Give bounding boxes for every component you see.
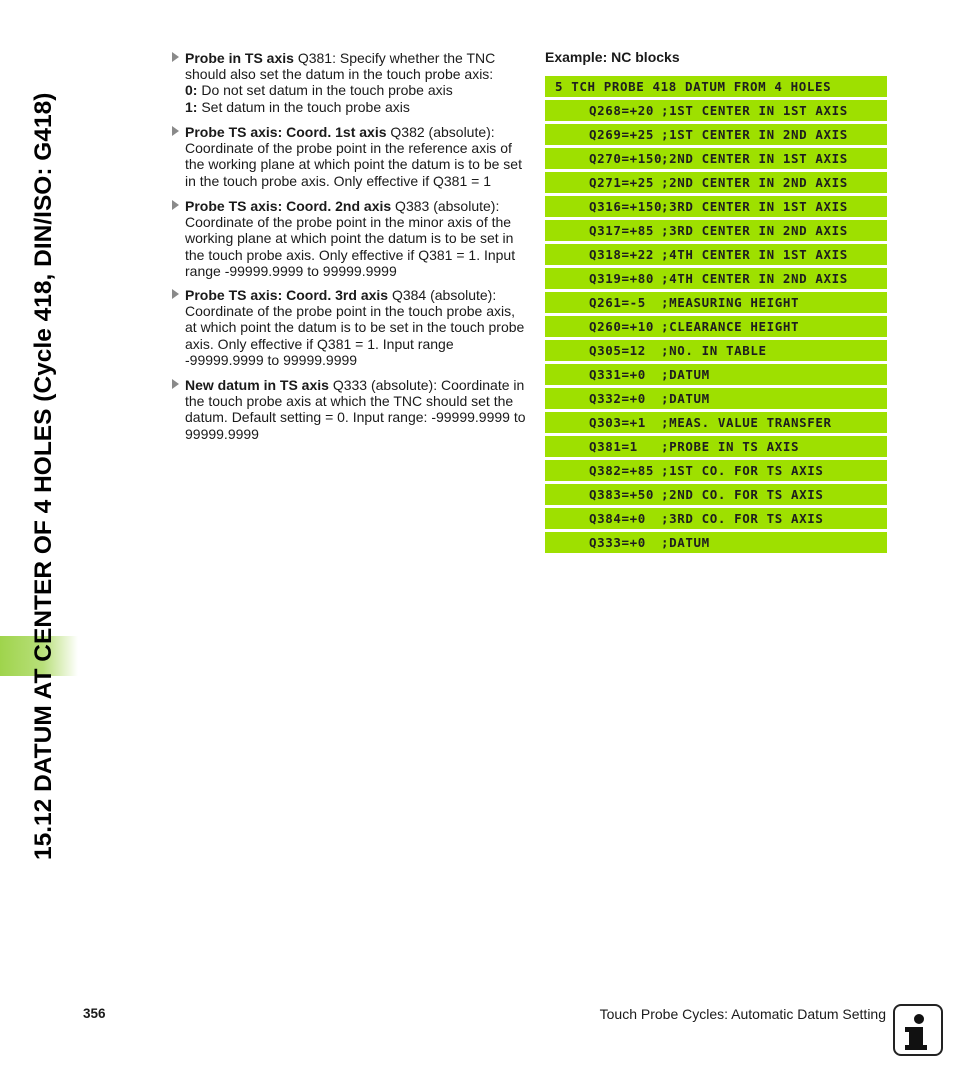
option-text: Set datum in the touch probe axis [197,98,410,115]
param-name: Probe TS axis: Coord. 1st axis [185,124,387,140]
nc-block-line [545,484,887,505]
param-option [185,82,528,98]
bullet-arrow-icon [172,52,179,62]
nc-block-line [545,244,887,265]
nc-comment: ;MEASURING HEIGHT [661,295,800,310]
nc-param-code: Q383=+50 [589,487,655,502]
nc-comment: ;DATUM [661,535,710,550]
nc-block-line [545,316,887,337]
nc-comment: ;DATUM [661,367,710,382]
param-option [185,99,528,115]
nc-comment: ;1ST CO. FOR TS AXIS [661,463,824,478]
param-q383 [172,198,528,279]
nc-block-line [545,388,887,409]
nc-block-line [545,124,887,145]
nc-param-code: Q261=-5 [589,295,646,310]
nc-block-line [545,196,887,217]
param-name: Probe TS axis: Coord. 3rd axis [185,287,389,303]
nc-comment: ;MEAS. VALUE TRANSFER [661,415,832,430]
page-number: 356 [83,1006,106,1021]
nc-comment: ;1ST CENTER IN 2ND AXIS [661,127,848,142]
nc-param-code: Q260=+10 [589,319,655,334]
option-text: Do not set datum in the touch probe axis [197,82,453,99]
nc-comment: ;3RD CO. FOR TS AXIS [661,511,824,526]
footer-text: Touch Probe Cycles: Automatic Datum Setting [599,1006,886,1022]
param-q384 [172,287,528,368]
nc-comment: ;3RD CENTER IN 1ST AXIS [661,199,848,214]
nc-block-line [545,412,887,433]
param-desc: Q383 (absolute): Coordinate of the probe point in the minor axis of the working plane at which point the datum is to be set in the touch probe axis. Only effective if Q381 = 1. Input range -99999.9999 to 99999.9999 [185,198,516,279]
nc-param-code: Q270=+150 [589,151,663,166]
nc-block-line [545,364,887,385]
info-icon [893,1004,943,1056]
nc-param-code: Q319=+80 [589,271,655,286]
nc-param-code: Q332=+0 [589,391,646,406]
nc-block-line [545,268,887,289]
param-q381 [172,50,528,115]
bullet-arrow-icon [172,289,179,299]
bullet-arrow-icon [172,126,179,136]
example-title: Example: NC blocks [545,49,680,65]
nc-param-code: Q305=12 [589,343,646,358]
nc-block-line [545,460,887,481]
nc-param-code: Q384=+0 [589,511,646,526]
nc-block-line [545,508,887,529]
nc-block-line [545,172,887,193]
nc-comment: ;1ST CENTER IN 1ST AXIS [661,103,848,118]
nc-comment: ;3RD CENTER IN 2ND AXIS [661,223,848,238]
nc-block-line [545,220,887,241]
nc-param-code: Q318=+22 [589,247,655,262]
param-desc: Q333 (absolute): Coordinate in the touch probe axis at which the TNC should set the datum. Default setting = 0. Input range: -99999.9999 to 99999.9999 [185,377,526,442]
nc-comment: ;CLEARANCE HEIGHT [661,319,800,334]
chapter-title: 15.12 DATUM AT CENTER OF 4 HOLES (Cycle 418, DIN/ISO: G418) [30,92,57,860]
nc-header-text: 5 TCH PROBE 418 DATUM FROM 4 HOLES [555,79,832,94]
nc-block-line [545,532,887,553]
nc-comment: ;4TH CENTER IN 1ST AXIS [661,247,848,262]
nc-block-line [545,292,887,313]
info-icon-stem [909,1027,923,1050]
param-q382 [172,124,528,189]
nc-comment: ;DATUM [661,391,710,406]
param-desc: Q381: Specify whether the TNC should also set the datum in the touch probe axis: [185,50,496,83]
nc-comment: ;4TH CENTER IN 2ND AXIS [661,271,848,286]
nc-param-code: Q382=+85 [589,463,655,478]
option-key: 1: [185,98,198,115]
param-desc: Q382 (absolute): Coordinate of the probe point in the reference axis of the working plane at which point the datum is to be set in the touch probe axis. Only effective if Q381 = 1 [185,124,522,189]
nc-param-code: Q303=+1 [589,415,646,430]
bullet-arrow-icon [172,200,179,210]
param-name: Probe TS axis: Coord. 2nd axis [185,198,392,214]
nc-param-code: Q333=+0 [589,535,646,550]
nc-param-code: Q268=+20 [589,103,655,118]
info-icon-dot [914,1014,924,1024]
nc-block-header [545,76,887,97]
nc-comment: ;2ND CENTER IN 2ND AXIS [661,175,848,190]
nc-param-code: Q381=1 [589,439,638,454]
param-desc: Q384 (absolute): Coordinate of the probe point in the touch probe axis, at which point the datum is to be set in the touch probe axis. Only effective if Q381 = 1. Input range -99999.9999 to 99999.9999 [185,287,525,368]
nc-comment: ;2ND CENTER IN 1ST AXIS [661,151,848,166]
option-key: 0: [185,82,198,99]
bullet-arrow-icon [172,379,179,389]
nc-comment: ;2ND CO. FOR TS AXIS [661,487,824,502]
nc-block-line [545,436,887,457]
nc-block-line [545,148,887,169]
nc-param-code: Q271=+25 [589,175,655,190]
nc-param-code: Q331=+0 [589,367,646,382]
param-name: New datum in TS axis [185,377,329,393]
nc-comment: ;NO. IN TABLE [661,343,767,358]
nc-comment: ;PROBE IN TS AXIS [661,439,800,454]
nc-param-code: Q317=+85 [589,223,655,238]
param-q333 [172,377,528,442]
nc-block-line [545,100,887,121]
nc-block-list [545,76,887,556]
nc-param-code: Q316=+150 [589,199,663,214]
nc-block-line [545,340,887,361]
param-name: Probe in TS axis [185,50,294,66]
nc-param-code: Q269=+25 [589,127,655,142]
